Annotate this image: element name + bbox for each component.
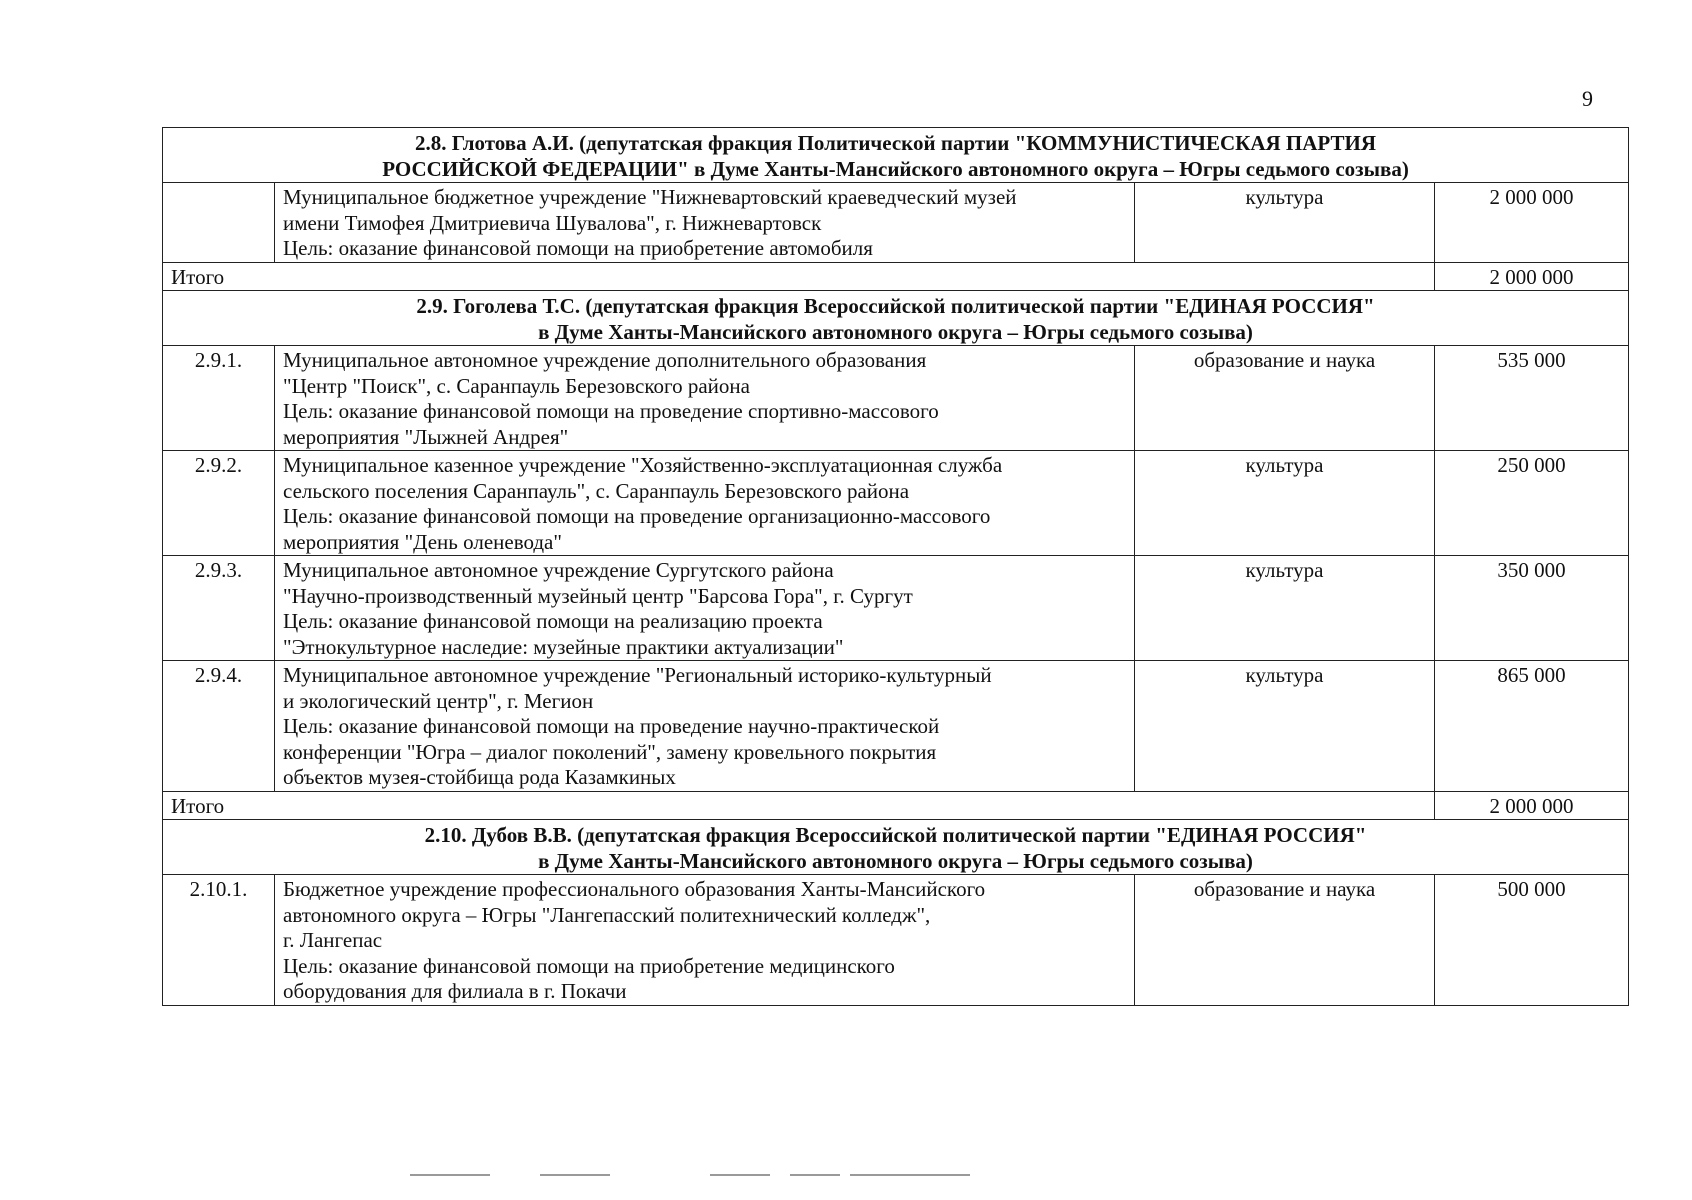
scan-mark <box>540 1174 610 1176</box>
item-description: Бюджетное учреждение профессионального образования Ханты-Мансийского автономного округа – Югры "Лангепасский политехнический колледж", г. Лангепас Цель: оказание финансовой помощи на приобретение медицинского оборудования для филиала в г. Покачи <box>275 875 1135 1006</box>
item-number: 2.10.1. <box>163 875 275 1006</box>
section-header-row <box>163 291 1629 346</box>
item-amount: 350 000 <box>1435 556 1629 661</box>
item-number: 2.9.2. <box>163 451 275 556</box>
item-description: Муниципальное бюджетное учреждение "Нижневартовский краеведческий музей имени Тимофея Дмитриевича Шувалова", г. Нижневартовск Цель: оказание финансовой помощи на приобретение автомобиля <box>275 183 1135 263</box>
total-amount: 2 000 000 <box>1435 262 1629 291</box>
page-number: 9 <box>1582 86 1593 111</box>
item-number: 2.9.1. <box>163 346 275 451</box>
item-description: Муниципальное автономное учреждение Сургутского района "Научно-производственный музейный центр "Барсова Гора", г. Сургут Цель: оказание финансовой помощи на реализацию проекта "Этнокультурное наследие: музейные практики актуализации" <box>275 556 1135 661</box>
item-number: 2.9.3. <box>163 556 275 661</box>
item-sphere: образование и наука <box>1135 875 1435 1006</box>
item-sphere: образование и наука <box>1135 346 1435 451</box>
table-row <box>163 346 1629 451</box>
total-row <box>163 262 1629 291</box>
funding-table <box>162 127 1629 1006</box>
item-number <box>163 183 275 263</box>
item-number: 2.9.4. <box>163 661 275 792</box>
total-label: Итого <box>163 262 1435 291</box>
item-sphere: культура <box>1135 451 1435 556</box>
item-description: Муниципальное автономное учреждение "Региональный историко-культурный и экологический центр", г. Мегион Цель: оказание финансовой помощи на проведение научно-практической конференции "Югра – диалог поколений", замену кровельного покрытия объектов музея-стойбища рода Казамкиных <box>275 661 1135 792</box>
total-row <box>163 791 1629 820</box>
section-header-row <box>163 128 1629 183</box>
item-description: Муниципальное автономное учреждение дополнительного образования "Центр "Поиск", с. Саранпауль Березовского района Цель: оказание финансовой помощи на проведение спортивно-массового мероприятия "Лыжней Андрея" <box>275 346 1135 451</box>
item-sphere: культура <box>1135 183 1435 263</box>
item-amount: 500 000 <box>1435 875 1629 1006</box>
section-title: 2.9. Гоголева Т.С. (депутатская фракция Всероссийской политической партии "ЕДИНАЯ РОССИЯ" в Думе Ханты-Мансийского автономного округа – Югры седьмого созыва) <box>163 291 1629 346</box>
section-title: 2.8. Глотова А.И. (депутатская фракция Политической партии "КОММУНИСТИЧЕСКАЯ ПАРТИЯ РОССИЙСКОЙ ФЕДЕРАЦИИ" в Думе Ханты-Мансийского автономного округа – Югры седьмого созыва) <box>163 128 1629 183</box>
item-sphere: культура <box>1135 556 1435 661</box>
scan-mark <box>790 1174 840 1176</box>
item-sphere: культура <box>1135 661 1435 792</box>
table-row <box>163 556 1629 661</box>
total-label: Итого <box>163 791 1435 820</box>
table-row <box>163 451 1629 556</box>
item-amount: 865 000 <box>1435 661 1629 792</box>
scan-mark <box>850 1174 970 1176</box>
item-amount: 535 000 <box>1435 346 1629 451</box>
table-row <box>163 875 1629 1006</box>
scan-mark <box>410 1174 490 1176</box>
item-amount: 2 000 000 <box>1435 183 1629 263</box>
section-header-row <box>163 820 1629 875</box>
total-amount: 2 000 000 <box>1435 791 1629 820</box>
item-amount: 250 000 <box>1435 451 1629 556</box>
scan-artifact-marks <box>380 1174 1200 1180</box>
table-row <box>163 661 1629 792</box>
scan-mark <box>710 1174 770 1176</box>
item-description: Муниципальное казенное учреждение "Хозяйственно-эксплуатационная служба сельского поселения Саранпауль", с. Саранпауль Березовского района Цель: оказание финансовой помощи на проведение организационно-массового мероприятия "День оленевода" <box>275 451 1135 556</box>
section-title: 2.10. Дубов В.В. (депутатская фракция Всероссийской политической партии "ЕДИНАЯ РОССИЯ" в Думе Ханты-Мансийского автономного округа – Югры седьмого созыва) <box>163 820 1629 875</box>
table-row <box>163 183 1629 263</box>
